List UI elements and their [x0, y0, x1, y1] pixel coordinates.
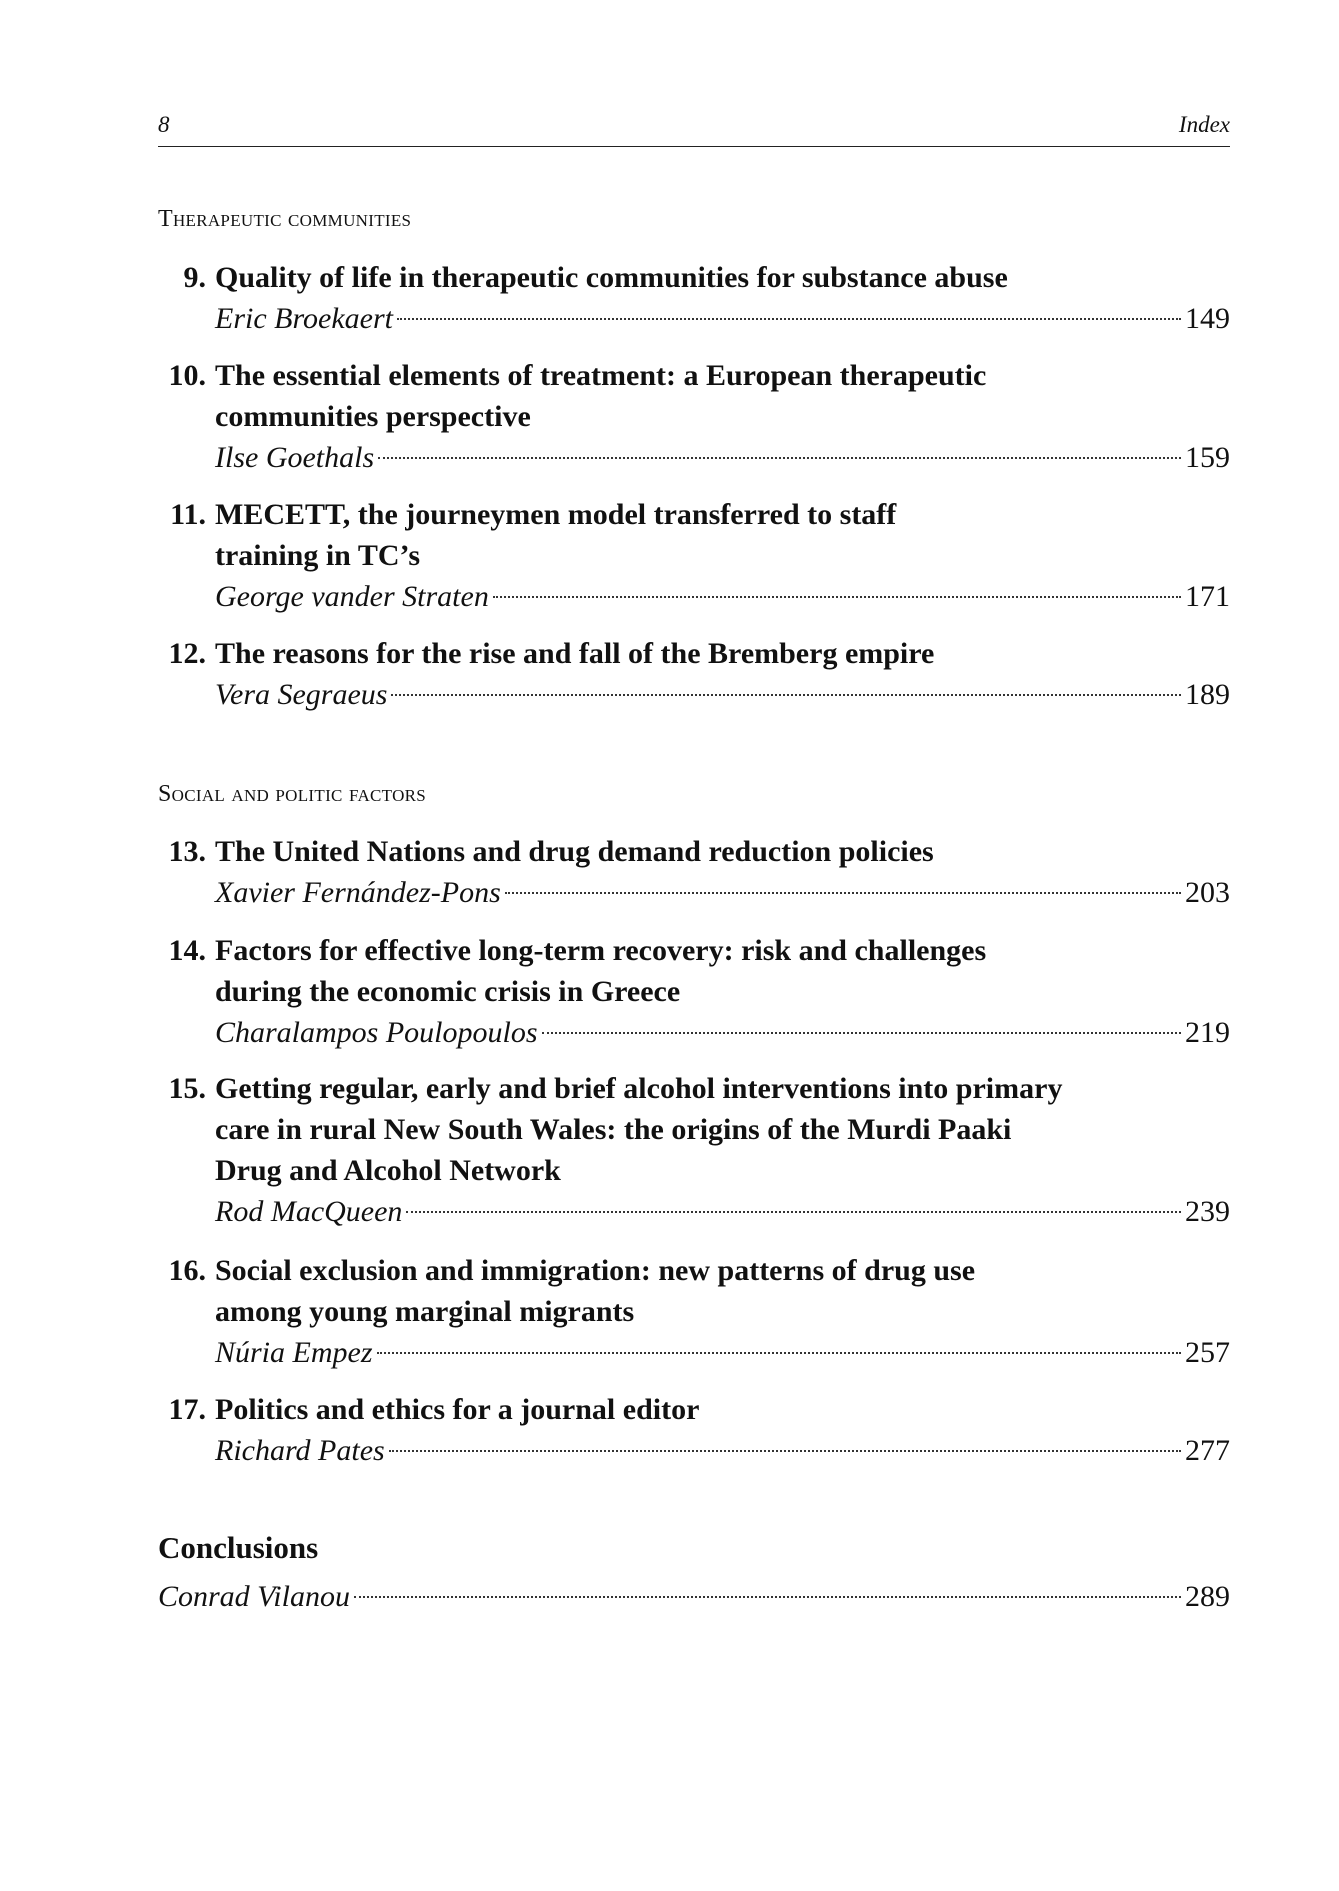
entry-page: 189 [1185, 678, 1230, 711]
entry-title [215, 257, 1215, 298]
entry-page: 257 [1185, 1336, 1230, 1369]
entry-title [215, 930, 1215, 1012]
entry-number: 14. [168, 934, 206, 967]
entry-title-line: during the economic crisis in Greece [215, 975, 681, 1008]
entry-page: 149 [1185, 302, 1230, 335]
conclusions-author-line [158, 1576, 1230, 1617]
entry-author: Rod MacQueen [215, 1195, 403, 1228]
entry-page: 239 [1185, 1195, 1230, 1228]
section-heading-social-and-politic-factors: Social and politic factors [158, 781, 427, 807]
dot-leader [391, 694, 1181, 696]
entry-number: 10. [168, 359, 206, 392]
entry-author: Núria Empez [215, 1336, 373, 1369]
toc-entry [158, 831, 1230, 913]
entry-number: 13. [168, 835, 206, 868]
conclusions-page: 289 [1185, 1580, 1230, 1613]
dot-leader [397, 318, 1181, 320]
entry-title [215, 494, 1215, 576]
dot-leader [389, 1450, 1181, 1452]
running-title: Index [1178, 112, 1230, 137]
entry-page: 277 [1185, 1434, 1230, 1467]
entry-title-line: Getting regular, early and brief alcohol interventions into primary [215, 1072, 1063, 1105]
entry-title [215, 355, 1215, 437]
toc-entry [158, 494, 1230, 617]
entry-author: George vander Straten [215, 580, 489, 613]
entry-number: 11. [170, 498, 206, 531]
entry-title-line: Quality of life in therapeutic communities for substance abuse [215, 261, 1008, 294]
author-line [215, 674, 1230, 715]
entry-title-line: Factors for effective long-term recovery: risk and challenges [215, 934, 987, 967]
entry-title-line: The reasons for the rise and fall of the Bremberg empire [215, 637, 935, 670]
conclusions-heading: Conclusions [158, 1530, 319, 1565]
dot-leader [406, 1211, 1181, 1213]
entry-page: 219 [1185, 1016, 1230, 1049]
entry-author: Xavier Fernández-Pons [215, 876, 501, 909]
entry-title [215, 831, 1215, 872]
entry-author: Charalampos Poulopoulos [215, 1016, 538, 1049]
dot-leader [493, 596, 1181, 598]
toc-entry [158, 355, 1230, 478]
entry-title-line: training in TC’s [215, 539, 421, 572]
entry-author: Eric Broekaert [215, 302, 393, 335]
entry-page: 171 [1185, 580, 1230, 613]
entry-title [215, 1068, 1215, 1191]
author-line [215, 1191, 1230, 1232]
dot-leader [377, 1352, 1182, 1354]
author-line [215, 437, 1230, 478]
toc-entry [158, 1389, 1230, 1471]
entry-author: Vera Segraeus [215, 678, 388, 711]
author-line [215, 872, 1230, 913]
entry-number: 12. [168, 637, 206, 670]
toc-entry [158, 1250, 1230, 1373]
toc-entry [158, 633, 1230, 715]
entry-author: Ilse Goethals [215, 441, 375, 474]
entry-title-line: care in rural New South Wales: the origins of the Murdi Paaki [215, 1113, 1012, 1146]
entry-page: 159 [1185, 441, 1230, 474]
dot-leader [378, 457, 1181, 459]
dot-leader [354, 1596, 1181, 1598]
entry-title-line: The essential elements of treatment: a European therapeutic [215, 359, 987, 392]
author-line [215, 1012, 1230, 1053]
entry-title-line: communities perspective [215, 400, 531, 433]
entry-title-line: The United Nations and drug demand reduction policies [215, 835, 934, 868]
entry-title-line: MECETT, the journeymen model transferred to staff [215, 498, 897, 531]
entry-title-line: among young marginal migrants [215, 1295, 635, 1328]
entry-title-line: Social exclusion and immigration: new patterns of drug use [215, 1254, 976, 1287]
author-line [215, 1332, 1230, 1373]
toc-entry [158, 257, 1230, 339]
entry-number: 15. [168, 1072, 206, 1105]
entry-number: 17. [168, 1393, 206, 1426]
section-heading-therapeutic-communities: Therapeutic communities [158, 206, 412, 232]
conclusions-author: Conrad Vilanou [158, 1580, 350, 1613]
page-number: 8 [158, 112, 170, 137]
author-line [215, 576, 1230, 617]
entry-title [215, 633, 1215, 674]
entry-title-line: Drug and Alcohol Network [215, 1154, 561, 1187]
entry-page: 203 [1185, 876, 1230, 909]
dot-leader [505, 892, 1181, 894]
toc-entry [158, 1068, 1230, 1232]
entry-number: 16. [168, 1254, 206, 1287]
entry-title [215, 1389, 1215, 1430]
running-head [158, 112, 1230, 147]
entry-title [215, 1250, 1215, 1332]
entry-author: Richard Pates [215, 1434, 385, 1467]
dot-leader [542, 1032, 1181, 1034]
author-line [215, 298, 1230, 339]
author-line [215, 1430, 1230, 1471]
entry-number: 9. [183, 261, 206, 294]
entry-title-line: Politics and ethics for a journal editor [215, 1393, 700, 1426]
toc-entry [158, 930, 1230, 1053]
